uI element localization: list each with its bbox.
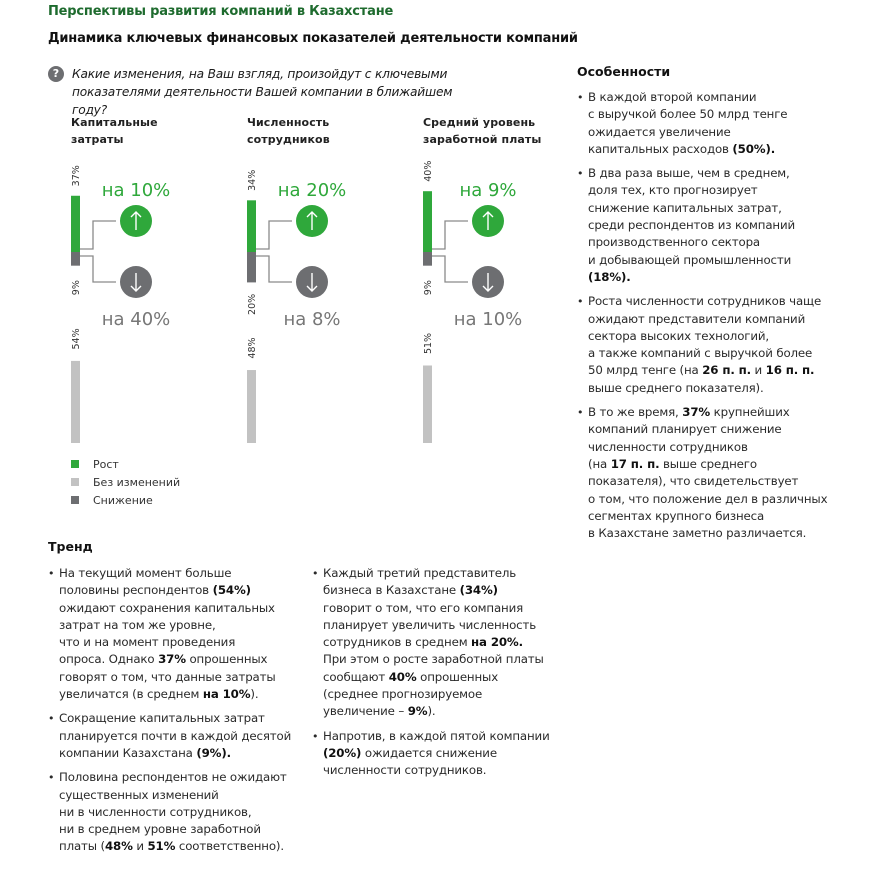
bullet-item [48,710,298,762]
bullet-text: платы ( [59,839,105,854]
avg-growth-label: на 9% [459,180,517,201]
bullet-emphasis: (34%) [459,583,498,598]
bullet-text: Напротив, в каждой пятой компании [323,728,550,743]
bullet-line [59,728,298,745]
bullet-item [577,165,847,286]
bar-decline [71,252,80,266]
category-title-line: Капитальные [71,116,158,129]
bullet-text: половины респондентов [59,583,213,598]
bullet-line [588,124,847,141]
trend-list-left [48,565,298,863]
bullet-emphasis: 17 п. п. [610,456,660,471]
bullet-emphasis: 40% [388,669,417,684]
bullet-text: сообщают [323,669,389,684]
bullet-text: что и на момент проведения [59,635,236,650]
bullet-line [588,328,847,345]
bullet-text: говорит о том, что его компания [323,600,524,615]
bullet-text: ). [427,704,436,719]
bullet-emphasis: 51% [147,839,176,854]
bullet-emphasis: 37% [682,405,711,420]
bullet-text: планируется почти в каждой десятой [59,728,292,743]
bullet-text: и [132,839,148,854]
bullet-text: ожидают сохранения капитальных [59,600,275,615]
bullet-text: увеличатся (в среднем [59,687,203,702]
value-label-no-change: 54% [71,328,82,350]
bullet-text: На текущий момент больше [59,566,232,580]
bullet-line [59,838,298,855]
bullet-line [323,565,562,582]
bullet-line [588,182,847,199]
bullet-text: о том, что положение дел в различных [588,491,828,506]
connector-line-growth [80,221,116,249]
value-label-growth: 37% [71,165,82,187]
bullet-text: Каждый третий представитель [323,566,517,580]
bullet-line [323,669,562,686]
bullet-line [59,617,298,634]
category-title-line: затраты [71,133,124,146]
bullet-text: Роста численности сотрудников чаще [588,294,822,309]
bullet-item [312,728,562,780]
bullet-line [588,89,847,106]
value-label-decline: 9% [423,280,434,296]
bullet-line [59,651,298,668]
legend-swatch-growth [71,460,79,468]
bullet-emphasis: на 20%. [471,635,523,650]
bullet-line [323,634,562,651]
bullet-text: говорят о том, что данные затраты [59,669,276,684]
bullet-text: увеличение – [323,704,408,719]
bullet-line [323,762,562,779]
bullet-text: планирует увеличить численность [323,617,537,632]
bullet-line [588,345,847,362]
bullet-emphasis: 16 п. п. [765,363,815,378]
bullet-line [588,473,847,490]
bullet-line [588,234,847,251]
bullet-text: Половина респондентов не ожидают [59,770,287,785]
bullet-item [577,404,847,542]
connector-line-decline [256,256,292,282]
bullet-line [588,269,847,286]
bullet-line [323,582,562,599]
bar-no-change [247,370,256,443]
connector-line-decline [432,256,468,282]
question-line: Какие изменения, на Ваш взгляд, произойдут с ключевыми [72,67,448,81]
bullet-text: опроса. Однако [59,652,159,667]
bullet-text: опрошенных [416,669,499,684]
bar-no-change [423,365,432,443]
bullet-line [323,600,562,617]
bullet-line [588,217,847,234]
bullet-text: В то же время, [588,405,683,420]
value-label-decline: 9% [71,280,82,296]
bullet-text: и добывающей промышленности [588,252,792,267]
legend-swatch-decline [71,496,79,504]
bullet-text: сегментах крупного бизнеса [588,508,765,523]
bullet-text: ни в численности сотрудников, [59,804,252,819]
bullet-line [588,141,847,158]
bullet-text: сотрудников в среднем [323,635,472,650]
bullet-item [577,89,847,158]
section-title: Перспективы развития компаний в Казахстане [48,4,394,19]
avg-growth-label: на 20% [277,180,347,201]
bullet-line [323,703,562,720]
bullet-line [588,491,847,508]
bullet-line [59,582,298,599]
bullet-line [588,362,847,379]
bar-decline [423,252,432,266]
bullet-line [588,252,847,269]
bullet-line [323,745,562,762]
value-label-decline: 20% [247,293,258,315]
bullet-line [588,456,847,473]
bullet-text: компаний планирует снижение [588,422,782,437]
bullet-line [59,787,298,804]
bullet-line [323,728,562,745]
bullet-text: соответственно). [175,839,284,854]
bullet-text: компании Казахстана [59,745,197,760]
bullet-text: доля тех, кто прогнозирует [588,183,758,198]
bullet-text: опрошенных [185,652,268,667]
bullet-line [59,769,298,786]
bullet-text: снижение капитальных затрат, [588,200,782,215]
bullet-line [588,293,847,310]
bullet-line [59,804,298,821]
connector-line-decline [80,256,116,282]
bullet-line [588,380,847,397]
features-heading: Особенности [577,64,671,79]
category-title-line: заработной платы [423,133,542,146]
value-label-no-change: 51% [423,332,434,355]
bullet-text: численности сотрудников. [323,763,487,778]
bullet-text: Сокращение капитальных затрат [59,711,265,726]
bullet-emphasis: (54%) [212,583,251,598]
bullet-text: затрат на том же уровне, [59,617,216,632]
bullet-text: крупнейших [710,405,790,420]
bullet-emphasis: 9% [407,704,428,719]
bullet-text: бизнеса в Казахстане [323,583,460,598]
question-line: показателями деятельности Вашей компании в ближайшем году? [72,85,453,117]
bullet-emphasis: (18%). [588,269,631,284]
bar-decline [247,252,256,282]
question-circle-icon: ? [48,66,64,82]
bullet-emphasis: (9%). [196,745,231,760]
bullet-line [588,200,847,217]
bullet-line [588,421,847,438]
bar-growth [247,200,256,252]
value-label-growth: 34% [247,169,258,191]
bullet-line [588,106,847,123]
bullet-text: При этом о росте заработной платы [323,652,544,667]
bullet-emphasis: (50%). [732,141,776,156]
bullet-text: существенных изменений [59,787,219,802]
bullet-emphasis: на 10% [202,687,251,702]
category-title-line: сотрудников [247,133,330,146]
avg-decline-label: на 8% [283,309,341,330]
value-label-no-change: 48% [247,337,258,359]
chart-area [0,0,560,460]
avg-decline-label: на 10% [453,309,523,330]
bullet-text: (среднее прогнозируемое [323,687,483,702]
bullet-text: с выручкой более 50 млрд тенге [588,107,788,122]
bullet-line [588,404,847,421]
connector-line-growth [256,221,292,249]
page-subtitle: Динамика ключевых финансовых показателей деятельности компаний [48,31,578,46]
bullet-line [59,565,298,582]
bullet-text: сектора высоких технологий, [588,328,769,343]
category-title-line: Численность [247,116,330,129]
bullet-line [588,165,847,182]
bullet-emphasis: 48% [104,839,133,854]
bar-no-change [71,361,80,443]
bullet-line [59,600,298,617]
bullet-item [577,293,847,397]
bullet-emphasis: 26 п. п. [702,363,751,378]
bullet-text: ожидается увеличение [588,124,731,139]
bullet-line [323,617,562,634]
bullet-line [59,745,298,762]
bullet-text: выше среднего [659,456,757,471]
avg-growth-label: на 10% [101,180,171,201]
bullet-line [588,439,847,456]
bullet-text: (на [588,456,611,471]
bullet-text: в Казахстане заметно различается. [588,526,807,541]
bullet-item [48,565,298,703]
bar-growth [423,191,432,252]
bullet-line [588,508,847,525]
legend-label: Без изменений [93,476,181,489]
bar-growth [71,196,80,252]
bullet-text: ). [250,687,259,702]
bullet-emphasis: (20%) [323,745,362,760]
bullet-line [59,710,298,727]
legend-label: Снижение [93,494,153,507]
bullet-text: 50 млрд тенге (на [588,363,703,378]
bullet-text: капитальных расходов [588,141,733,156]
bullet-item [48,769,298,855]
features-list [577,89,847,549]
trend-list-right [312,565,562,787]
bullet-line [59,634,298,651]
bullet-text: ожидают представители компаний [588,311,806,326]
bullet-line [59,821,298,838]
bullet-text: среди респондентов из компаний [588,218,796,233]
legend-label: Рост [93,458,119,471]
bullet-text: выше среднего показателя). [588,380,764,395]
value-label-growth: 40% [423,160,434,182]
bullet-line [588,525,847,542]
bullet-text: численности сотрудников [588,439,748,454]
bullet-text: ни в среднем уровне заработной [59,822,261,837]
category-title-line: Средний уровень [423,116,536,129]
bullet-line [59,686,298,703]
avg-decline-label: на 40% [101,309,171,330]
bullet-line [323,651,562,668]
bullet-text: показателя), что свидетельствует [588,474,799,489]
bullet-emphasis: 37% [158,652,186,667]
connector-line-growth [432,221,468,249]
legend-swatch-no-change [71,478,79,486]
bullet-text: производственного сектора [588,235,760,250]
bullet-item [312,565,562,721]
bullet-text: В каждой второй компании [588,90,757,104]
trend-heading: Тренд [48,539,93,554]
bullet-line [59,669,298,686]
bullet-text: В два раза выше, чем в среднем, [588,166,790,181]
bullet-text: а также компаний с выручкой более [588,346,813,361]
bullet-text: ожидается снижение [361,745,497,760]
bullet-line [323,686,562,703]
bullet-text: и [750,363,766,378]
bullet-line [588,311,847,328]
